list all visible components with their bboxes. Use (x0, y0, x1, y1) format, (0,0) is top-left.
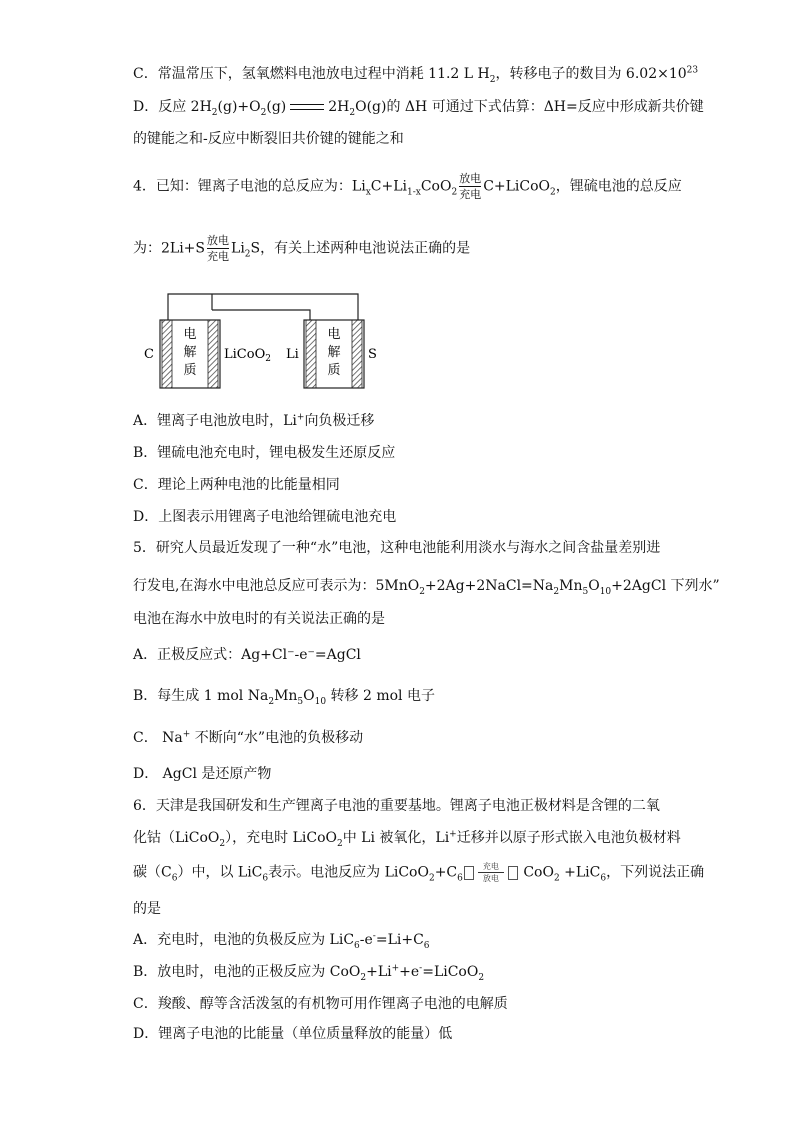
s-electrode-plate (352, 320, 362, 388)
q6-option-a: A．充电时，电池的负极反应为 $LiC_6-e^-=Li+C_6$ (133, 931, 430, 951)
q5-option-c: C． Na+ 不断向“水”电池的负极移动 (133, 729, 364, 746)
connecting-wire (212, 294, 358, 320)
right-electrolyte-char: 质 (327, 363, 341, 378)
left-electrolyte-char: 电 (183, 327, 197, 342)
q3-option-d: D．反应 $2H_2(g)+O_2(g)$ $2H_2O(g)$的 ΔH 可通过下式估算：ΔH=反应中形成新共价键 (133, 99, 704, 118)
equals-sign (290, 104, 324, 110)
q6-stem-line2: 化钴（LiCoO$_2$），充电时 LiCoO$_2$中 Li 被氧化，Li+迁移并以原子形式嵌入电池负极材料 (133, 829, 681, 849)
left-electrode-plate (162, 320, 172, 388)
connecting-wire (168, 294, 212, 320)
q5-option-b: B．每生成 1 mol $Na_2Mn_5O_{10}$ 转移 2 mol 电子 (133, 688, 435, 707)
q5-stem-line3: 电池在海水中放电时的有关说法正确的是 (133, 611, 385, 627)
reaction-arrow: $\frac{\text{放电}}{\text{充电}}$ (459, 172, 482, 201)
q3-option-d-continued: 的键能之和-反应中断裂旧共价键的键能之和 (133, 131, 404, 147)
reversible-arrow: 充电 放电 (478, 862, 504, 883)
label-s: S (368, 347, 377, 362)
q4-stem-line2: 为：2Li+S $\frac{\text{放电}}{\text{充电}}$ $Li_2S$，有关上述两种电池说法正确的是 (133, 234, 471, 263)
right-electrolyte-char: 解 (327, 345, 341, 360)
placeholder-box (464, 866, 474, 880)
q6-option-c: C．羧酸、醇等含活泼氢的有机物可用作锂离子电池的电解质 (133, 996, 508, 1012)
reaction-arrow: $\frac{\text{放电}}{\text{充电}}$ (207, 234, 230, 263)
q4-option-d: D．上图表示用锂离子电池给锂硫电池充电 (133, 509, 397, 525)
q5-option-a: A．正极反应式：Ag+Cl⁻-e⁻=AgCl (133, 647, 361, 663)
left-electrolyte-char: 解 (183, 345, 197, 360)
q4-stem-line1: 4．已知：锂离子电池的总反应为：$Li_xC+Li_{1-x}CoO_2$ $\frac{\text{放电}}{\text{充电}}$ C+LiCoO$_2$，锂硫电池的总反应 (133, 172, 682, 201)
q4-option-a: A．锂离子电池放电时，Li+向负极迁移 (133, 412, 375, 429)
li-electrode-plate (306, 320, 316, 388)
q6-option-b: B．放电时，电池的正极反应为 CoO$_2$+Li++e-=LiCoO$_2$ (133, 963, 485, 983)
right-electrolyte-char: 电 (327, 327, 341, 342)
label-licoo2: LiCoO$_2$ (224, 347, 271, 364)
label-c: C (144, 347, 154, 362)
q6-stem-line3: 碳$(C_6)$中，以 LiC$_6$表示。电池反应为 $LiCoO_2+C_6$充电 放电 CoO$_2$ +LiC$_6$，下列说法正确 (133, 862, 705, 884)
left-electrolyte-char: 质 (183, 363, 197, 378)
q4-option-c: C．理论上两种电池的比能量相同 (133, 477, 340, 493)
q5-option-d: D． AgCl 是还原产物 (133, 766, 272, 782)
q5-stem-line2: 行发电,在海水中电池总反应可表示为：$5MnO_2+2Ag+2NaCl=Na_2Mn_5O_{10}+2AgCl$ 下列水” (133, 578, 720, 597)
q6-option-d: D．锂离子电池的比能量（单位质量释放的能量）低 (133, 1026, 453, 1042)
q5-stem-line1: 5．研究人员最近发现了一种“水”电池，这种电池能利用淡水与海水之间含盐量差别进 (133, 540, 661, 556)
q6-stem-line1: 6．天津是我国研发和生产锂离子电池的重要基地。锂离子电池正极材料是含锂的二氧 (133, 798, 660, 814)
q3-option-c: C．常温常压下，氢氧燃料电池放电过程中消耗 11.2 L $H_2$，转移电子的数目为 $6.02\times 10^{23}$ (133, 65, 699, 85)
placeholder-box (508, 866, 518, 880)
q4-option-b: B．锂硫电池充电时，锂电极发生还原反应 (133, 445, 396, 461)
label-li: Li (286, 347, 299, 362)
right-electrode-plate (208, 320, 218, 388)
battery-circuit-diagram (140, 288, 380, 398)
connecting-wire (212, 310, 310, 320)
q6-stem-line4: 的是 (133, 901, 161, 917)
